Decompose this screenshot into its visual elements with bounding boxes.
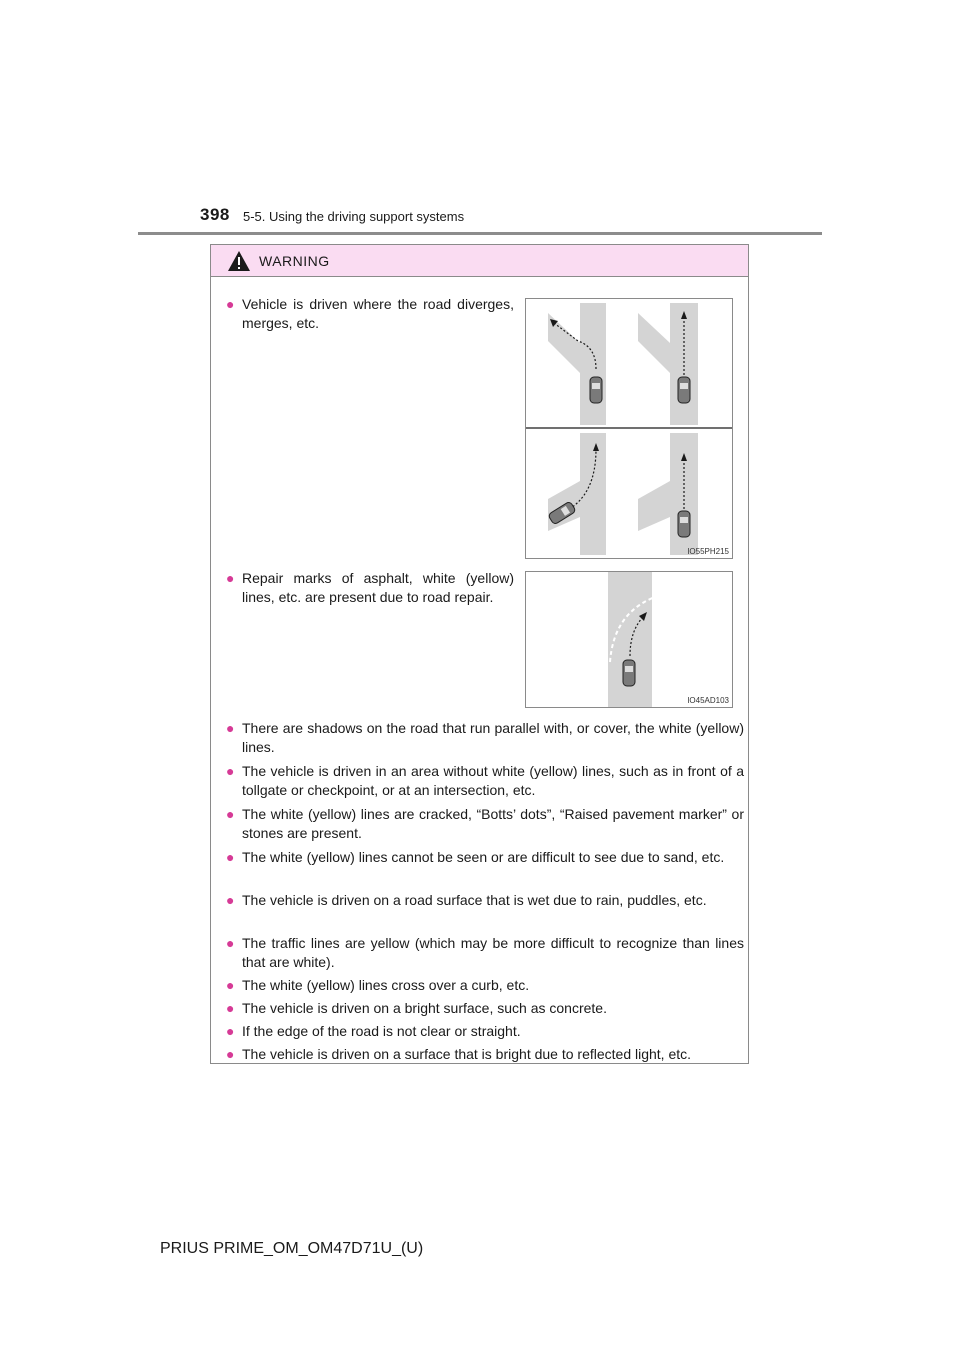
page-number: 398 (200, 205, 230, 224)
list-item-text: There are shadows on the road that run parallel with, or cover, the white (yellow) lines. (242, 720, 744, 755)
list-item-text: The white (yellow) lines cannot be seen or are difficult to see due to sand, etc. (242, 849, 725, 865)
bullet-icon: ● (226, 892, 235, 908)
list-item-text: Repair marks of asphalt, white (yellow) lines, etc. are present due to road repair. (242, 570, 514, 605)
document-id: PRIUS PRIME_OM_OM47D71U_(U) (160, 1240, 424, 1257)
list-item (226, 976, 744, 995)
bullet-icon: ● (226, 720, 235, 736)
list-item (226, 805, 744, 843)
bullet-icon: ● (226, 1023, 235, 1039)
bullet-icon: ● (226, 849, 235, 865)
list-item-text: The vehicle is driven on a road surface that is wet due to rain, puddles, etc. (242, 892, 707, 908)
list-item-text: The traffic lines are yellow (which may be more difficult to recognize than lines that are white). (242, 935, 744, 970)
list-item (226, 1022, 744, 1041)
list-item (226, 1045, 744, 1064)
list-item-text: If the edge of the road is not clear or straight. (242, 1023, 521, 1039)
bullet-icon: ● (226, 977, 235, 993)
list-item (226, 719, 744, 757)
list-item-text: The vehicle is driven on a surface that is bright due to reflected light, etc. (242, 1046, 692, 1062)
section-title: 5-5. Using the driving support systems (243, 209, 465, 224)
list-item (226, 569, 514, 607)
bullet-icon: ● (226, 935, 235, 951)
road-diverge-figure (525, 298, 733, 559)
list-item-text: The vehicle is driven in an area without white (yellow) lines, such as in front of a tollgate or checkpoint, or at an intersection, etc. (242, 763, 744, 798)
figure-code: IO45AD103 (687, 696, 729, 705)
header-rule (138, 232, 822, 235)
bullet-icon: ● (226, 806, 235, 822)
list-item-text: The vehicle is driven on a bright surface, such as concrete. (242, 1000, 607, 1016)
list-item (226, 848, 744, 867)
warning-header (211, 245, 748, 277)
list-item (226, 999, 744, 1018)
bullet-icon: ● (226, 296, 235, 312)
repair-marks-figure (525, 571, 733, 708)
bullet-icon: ● (226, 570, 235, 586)
figure-code: IO55PH215 (687, 547, 729, 556)
list-item-text: Vehicle is driven where the road diverges, merges, etc. (242, 296, 514, 331)
list-item-text: The white (yellow) lines are cracked, “Botts’ dots”, “Raised pavement marker” or stones are present. (242, 806, 744, 841)
list-item (226, 295, 514, 333)
list-item (226, 762, 744, 800)
list-item (226, 891, 744, 910)
bullet-icon: ● (226, 763, 235, 779)
warning-label: WARNING (259, 252, 330, 269)
warning-box (210, 244, 749, 1064)
list-item (226, 934, 744, 972)
bullet-icon: ● (226, 1046, 235, 1062)
list-item-text: The white (yellow) lines cross over a curb, etc. (242, 977, 530, 993)
bullet-icon: ● (226, 1000, 235, 1016)
warning-triangle-icon (227, 250, 251, 272)
